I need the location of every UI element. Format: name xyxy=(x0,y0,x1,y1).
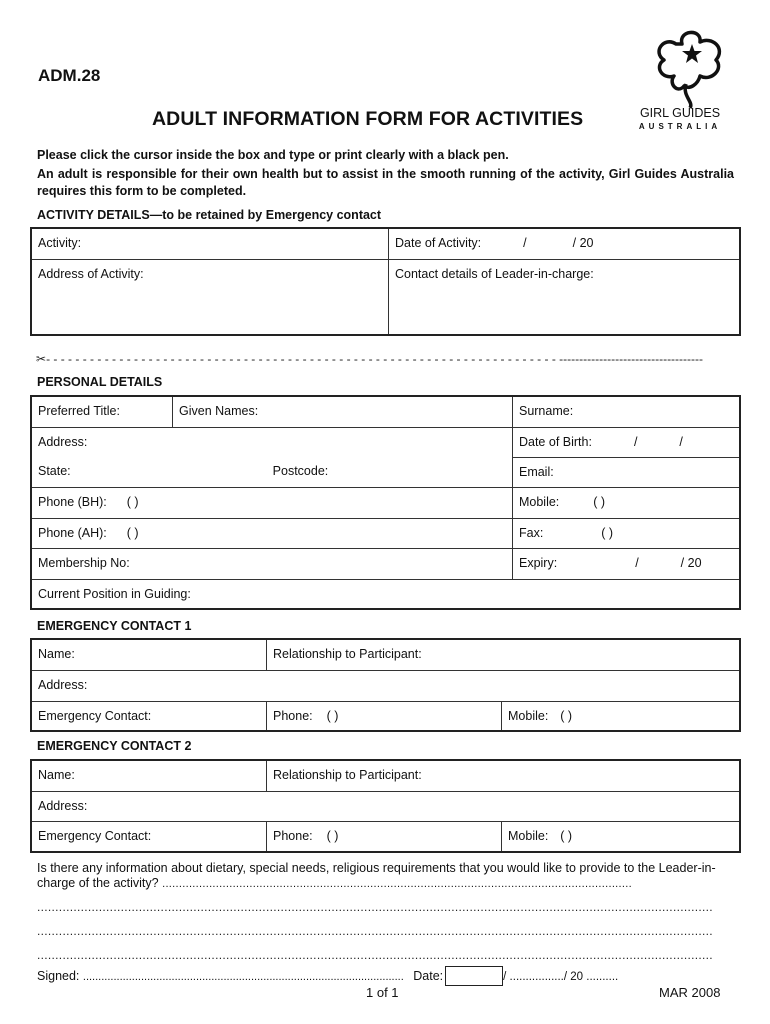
ec2-emergency-contact-field[interactable]: Emergency Contact: xyxy=(31,821,267,852)
given-names-field[interactable]: Given Names: xyxy=(173,396,513,427)
page-number: 1 of 1 xyxy=(366,985,399,1000)
ec1-relationship-field[interactable]: Relationship to Participant: xyxy=(267,639,741,670)
date-label: Date: xyxy=(413,969,444,983)
svg-text:AUSTRALIA: AUSTRALIA xyxy=(638,122,722,131)
emergency-contact-1-heading: EMERGENCY CONTACT 1 xyxy=(37,619,192,633)
form-title: ADULT INFORMATION FORM FOR ACTIVITIES xyxy=(152,108,584,130)
additional-info-line-2[interactable]: .......................................................................................................................................................................................... xyxy=(37,924,713,938)
date-rest[interactable]: / ................./ 20 .......... xyxy=(503,971,619,983)
current-position-field[interactable]: Current Position in Guiding: xyxy=(31,579,740,609)
ec1-mobile-field[interactable]: Mobile: ( ) xyxy=(502,701,741,731)
additional-info-line-1[interactable]: .......................................................................................................................................................................................... xyxy=(37,900,713,914)
ec2-address-field[interactable]: Address: xyxy=(31,791,740,821)
ec1-emergency-contact-field[interactable]: Emergency Contact: xyxy=(31,701,267,731)
instruction-line-1: Please click the cursor inside the box and type or print clearly with a black pen. xyxy=(37,148,509,162)
additional-info-question: Is there any information about dietary, special needs, religious requirements that you would like to provide to the Leader-in-charge of the activity? ............................................................................................................................................ xyxy=(37,861,716,890)
emergency-contact-1-table xyxy=(30,638,741,732)
girl-guides-logo xyxy=(620,24,740,134)
fax-field[interactable]: Fax: ( ) xyxy=(512,518,740,548)
emergency-contact-2-heading: EMERGENCY CONTACT 2 xyxy=(37,739,192,753)
expiry-field[interactable]: Expiry: / / 20 xyxy=(512,548,740,579)
signed-label: Signed: xyxy=(37,969,80,983)
trefoil-logo-icon xyxy=(620,24,740,134)
personal-details-heading: PERSONAL DETAILS xyxy=(37,375,163,389)
date-of-birth-field[interactable]: Date of Birth: / / xyxy=(512,427,740,457)
membership-no-field[interactable]: Membership No: xyxy=(31,548,512,579)
phone-bh-field[interactable]: Phone (BH): ( ) xyxy=(31,487,512,518)
date-of-activity-field[interactable]: Date of Activity: / / 20 xyxy=(389,228,741,259)
revision-date: MAR 2008 xyxy=(659,985,721,1000)
surname-field[interactable]: Surname: xyxy=(512,396,740,427)
ec2-phone-field[interactable]: Phone: ( ) xyxy=(267,821,502,852)
state-postcode-field[interactable]: State: Postcode: xyxy=(31,457,512,487)
instruction-line-2: An adult is responsible for their own health but to assist in the smooth running of the activity, Girl Guides Australia requires this form to be completed. xyxy=(37,167,734,198)
form-code: ADM.28 xyxy=(38,66,101,85)
signature-row xyxy=(37,966,618,986)
cut-line: ✂- - - - - - - - - - - - - - - - - - - - - - - - - - - - - - - - - - - - - - - - - - - - - - - - - - - - - - - - - - - - - - - - - - - - - - ------------------------------------ xyxy=(36,352,704,366)
svg-text:GIRL GUIDES: GIRL GUIDES xyxy=(639,106,721,120)
personal-details-table xyxy=(30,395,741,610)
date-day-box[interactable] xyxy=(445,966,503,986)
ec1-phone-field[interactable]: Phone: ( ) xyxy=(267,701,502,731)
leader-contact-field[interactable]: Contact details of Leader-in-charge: xyxy=(389,259,741,335)
address-field[interactable]: Address: xyxy=(31,427,512,457)
ec2-name-field[interactable]: Name: xyxy=(31,760,267,791)
phone-ah-field[interactable]: Phone (AH): ( ) xyxy=(31,518,512,548)
activity-details-table xyxy=(30,227,741,336)
preferred-title-field[interactable]: Preferred Title: xyxy=(31,396,173,427)
mobile-field[interactable]: Mobile: ( ) xyxy=(512,487,740,518)
scissors-icon: ✂ xyxy=(36,352,47,366)
activity-details-heading: ACTIVITY DETAILS—to be retained by Emergency contact xyxy=(37,208,382,222)
address-of-activity-field[interactable]: Address of Activity: xyxy=(31,259,389,335)
ec1-name-field[interactable]: Name: xyxy=(31,639,267,670)
ec2-relationship-field[interactable]: Relationship to Participant: xyxy=(267,760,741,791)
ec1-address-field[interactable]: Address: xyxy=(31,670,740,701)
emergency-contact-2-table xyxy=(30,759,741,853)
signature-line[interactable]: ......................................................................................................... xyxy=(82,971,404,983)
activity-field[interactable]: Activity: xyxy=(31,228,389,259)
additional-info-line-3[interactable]: .......................................................................................................................................................................................... xyxy=(37,948,713,962)
ec2-mobile-field[interactable]: Mobile: ( ) xyxy=(502,821,741,852)
email-field[interactable]: Email: xyxy=(512,457,740,487)
